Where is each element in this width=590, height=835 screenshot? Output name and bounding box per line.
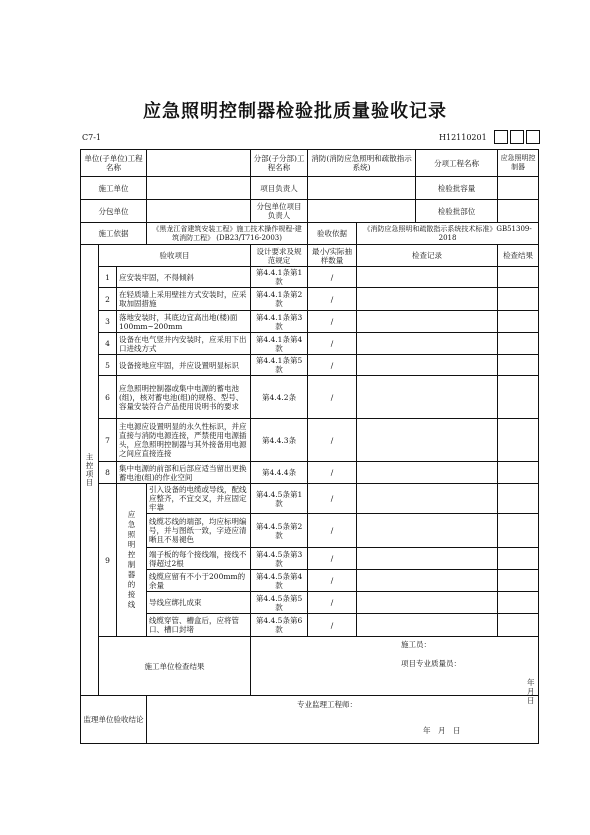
sub-item-text: 导线应绑扎成束 xyxy=(147,592,251,614)
item-text: 主电源应设置明显的永久性标识，并应直接与消防电源连接，严禁使用电源插头，应急照明控制器与其外接备用电源之间应直接连接 xyxy=(117,419,251,462)
sub-item-result[interactable] xyxy=(498,570,539,592)
item-number: 9 xyxy=(99,484,117,637)
sub-item-record[interactable] xyxy=(357,592,498,614)
construction-unit-value[interactable] xyxy=(147,177,251,200)
item-text: 设备接地应牢固，并应设置明显标识 xyxy=(117,355,251,376)
item-requirement: 第4.4.3条 xyxy=(251,419,308,462)
unit-project-value[interactable] xyxy=(147,150,251,177)
subcontract-unit-label: 分包单位 xyxy=(81,200,147,223)
table-row xyxy=(81,614,539,637)
item-number: 6 xyxy=(99,376,117,419)
sub-item-requirement: 第4.4.5条第5款 xyxy=(251,592,308,614)
item-requirement: 第4.4.1条第5款 xyxy=(251,355,308,376)
acceptance-basis-label: 验收依据 xyxy=(308,223,357,245)
item-record[interactable] xyxy=(357,376,498,419)
sub-item-result[interactable] xyxy=(498,548,539,570)
doc-number: H12110201 xyxy=(439,133,487,142)
item-record[interactable] xyxy=(357,333,498,355)
item-text: 集中电源的前部和后部应适当留出更换蓄电池(组)的作业空间 xyxy=(117,462,251,484)
sub-item-sample[interactable]: / xyxy=(308,614,357,637)
quality-officer-label: 项目专业质量员： xyxy=(401,659,462,668)
supervision-area[interactable] xyxy=(147,696,539,744)
item-result[interactable] xyxy=(498,462,539,484)
sub-item-result[interactable] xyxy=(498,592,539,614)
serial-box[interactable] xyxy=(510,130,524,144)
batch-capacity-label: 检验批容量 xyxy=(416,177,498,200)
unit-project-label: 单位(子单位)工程名称 xyxy=(81,150,147,177)
col-item-header: 验收项目 xyxy=(99,245,251,267)
item-result[interactable] xyxy=(498,355,539,376)
item9-group-label: 应急照明控制器的接线 xyxy=(127,510,136,609)
item-sample[interactable]: / xyxy=(308,376,357,419)
table-row xyxy=(81,592,539,614)
sub-item-requirement: 第4.4.5条第3款 xyxy=(251,548,308,570)
main-items-group xyxy=(81,245,99,696)
sub-item-record[interactable] xyxy=(357,570,498,592)
item-text: 在轻质墙上采用壁挂方式安装时，应采取加固措施 xyxy=(117,288,251,311)
sub-item-sample[interactable]: / xyxy=(308,592,357,614)
subcontract-unit-value[interactable] xyxy=(147,200,251,223)
table-row xyxy=(81,376,539,419)
item-result[interactable] xyxy=(498,376,539,419)
item-text: 设备在电气竖井内安装时，应采用下出口进线方式 xyxy=(117,333,251,355)
batch-capacity-value[interactable] xyxy=(498,177,539,200)
item-result[interactable] xyxy=(498,333,539,355)
subitem-label: 分项工程名称 xyxy=(416,150,498,177)
sub-item-record[interactable] xyxy=(357,548,498,570)
table-row xyxy=(81,288,539,311)
sub-item-text: 引入设备的电缆或导线，配线应整齐，不宜交叉，并应固定牢靠 xyxy=(147,484,251,514)
item-sample[interactable]: / xyxy=(308,419,357,462)
supervisor-label: 专业监理工程师： xyxy=(297,700,358,709)
subitem-value[interactable]: 应急照明控制器 xyxy=(498,150,539,177)
serial-box[interactable] xyxy=(526,130,540,144)
form-code: C7-1 xyxy=(82,133,102,142)
item-number: 4 xyxy=(99,333,117,355)
subcontract-manager-label: 分包单位项目负责人 xyxy=(251,200,308,223)
main-items-label: 主控项目 xyxy=(85,453,94,487)
sub-item-result[interactable] xyxy=(498,514,539,548)
sub-item-sample[interactable]: / xyxy=(308,514,357,548)
sub-item-text: 线缆穿管、槽盒后，应将管口、槽口封堵 xyxy=(147,614,251,637)
item9-group xyxy=(117,484,147,637)
subcontract-manager-value[interactable] xyxy=(308,200,416,223)
item-requirement: 第4.4.1条第2款 xyxy=(251,288,308,311)
table-row xyxy=(81,514,539,548)
sub-item-sample[interactable]: / xyxy=(308,570,357,592)
item-record[interactable] xyxy=(357,462,498,484)
acceptance-basis-value: 《消防应急照明和疏散指示系统技术标准》GB51309-2018 xyxy=(357,223,539,245)
table-row xyxy=(81,355,539,376)
sub-item-result[interactable] xyxy=(498,614,539,637)
sub-item-text: 端子板的每个接线端，接线不得超过2根 xyxy=(147,548,251,570)
item-requirement: 第4.4.1条第4款 xyxy=(251,333,308,355)
sub-item-record[interactable] xyxy=(357,514,498,548)
sub-item-sample[interactable]: / xyxy=(308,484,357,514)
item-sample[interactable]: / xyxy=(308,355,357,376)
col-sample-header: 最小/实际抽样数量 xyxy=(308,245,357,267)
col-record-header: 检查记录 xyxy=(357,245,498,267)
construction-check-label: 施工单位检查结果 xyxy=(99,637,251,696)
table-row xyxy=(81,462,539,484)
item-text: 落地安装时，其底边宜高出地(楼)面100mm~200mm xyxy=(117,311,251,333)
item-requirement: 第4.4.4条 xyxy=(251,462,308,484)
sub-item-requirement: 第4.4.5条第1款 xyxy=(251,484,308,514)
project-manager-label: 项目负责人 xyxy=(251,177,308,200)
item-text: 应急照明控制器或集中电源的蓄电池(组)，核对蓄电池(组)的规格、型号、容量安装符合产品使用说明书的要求 xyxy=(117,376,251,419)
project-manager-value[interactable] xyxy=(308,177,416,200)
batch-location-label: 检验批部位 xyxy=(416,200,498,223)
item-number: 5 xyxy=(99,355,117,376)
construction-unit-label: 施工单位 xyxy=(81,177,147,200)
sub-item-record[interactable] xyxy=(357,484,498,514)
construction-date-label: 年 月 日 xyxy=(527,678,543,705)
item-result[interactable] xyxy=(498,419,539,462)
sub-item-requirement: 第4.4.5条第4款 xyxy=(251,570,308,592)
item-requirement: 第4.4.2条 xyxy=(251,376,308,419)
item-result[interactable] xyxy=(498,267,539,288)
item-record[interactable] xyxy=(357,288,498,311)
table-row xyxy=(81,419,539,462)
supervision-label: 监理单位验收结论 xyxy=(81,696,147,744)
table-row xyxy=(81,311,539,333)
serial-box[interactable] xyxy=(494,130,508,144)
table-row xyxy=(81,484,539,514)
item-number: 8 xyxy=(99,462,117,484)
item-sample[interactable]: / xyxy=(308,311,357,333)
item-requirement: 第4.4.1条第3款 xyxy=(251,311,308,333)
item-text: 应安装牢固，不得倾斜 xyxy=(117,267,251,288)
table-row xyxy=(81,333,539,355)
item-sample[interactable]: / xyxy=(308,333,357,355)
division-label: 分部(子分部)工程名称 xyxy=(251,150,308,177)
table-row xyxy=(81,570,539,592)
foreman-label: 施工员： xyxy=(401,640,432,649)
item-result[interactable] xyxy=(498,288,539,311)
item-record[interactable] xyxy=(357,311,498,333)
table-row xyxy=(81,267,539,288)
page-title: 应急照明控制器检验批质量验收记录 xyxy=(143,101,447,122)
batch-location-value[interactable] xyxy=(498,200,539,223)
serial-boxes[interactable] xyxy=(494,130,542,144)
sub-item-requirement: 第4.4.5条第6款 xyxy=(251,614,308,637)
item-record[interactable] xyxy=(357,267,498,288)
col-requirement-header: 设计要求及规范规定 xyxy=(251,245,308,267)
item-record[interactable] xyxy=(357,355,498,376)
table-row xyxy=(81,548,539,570)
item-sample[interactable]: / xyxy=(308,462,357,484)
item-number: 1 xyxy=(99,267,117,288)
item-sample[interactable]: / xyxy=(308,267,357,288)
inspection-table xyxy=(80,149,543,744)
sub-item-sample[interactable]: / xyxy=(308,548,357,570)
sub-item-text: 线缆芯线的端部，均应标明编号，并与图纸一致，字迹应清晰且不易褪色 xyxy=(147,514,251,548)
sub-item-requirement: 第4.4.5条第2款 xyxy=(251,514,308,548)
item-number: 7 xyxy=(99,419,117,462)
item-result[interactable] xyxy=(498,311,539,333)
construction-basis-value: 《黑龙江省建筑安装工程》施工技术操作规程-建筑消防工程》 (DB23/T716-2003) xyxy=(147,223,308,245)
item-sample[interactable]: / xyxy=(308,288,357,311)
item-number: 3 xyxy=(99,311,117,333)
item-requirement: 第4.4.1条第1款 xyxy=(251,267,308,288)
sub-item-result[interactable] xyxy=(498,484,539,514)
col-result-header: 检查结果 xyxy=(498,245,539,267)
sub-item-text: 线缆应留有不小于200mm的余量 xyxy=(147,570,251,592)
item-record[interactable] xyxy=(357,419,498,462)
construction-basis-label: 施工依据 xyxy=(81,223,147,245)
supervision-date-label: 年 月 日 xyxy=(423,726,461,735)
sub-item-record[interactable] xyxy=(357,614,498,637)
item-number: 2 xyxy=(99,288,117,311)
division-value[interactable]: 消防(消防应急照明和疏散指示系统) xyxy=(308,150,416,177)
